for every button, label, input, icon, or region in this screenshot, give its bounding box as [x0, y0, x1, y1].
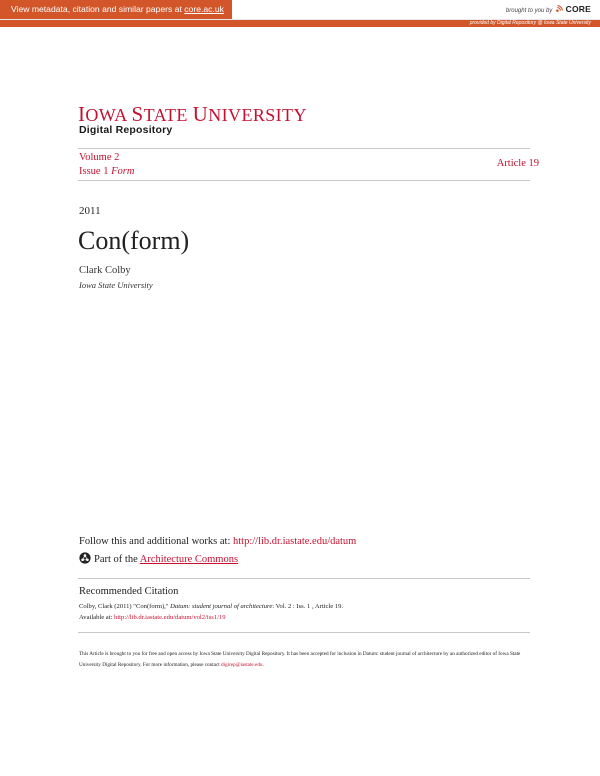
citation-available-line	[79, 614, 226, 621]
follow-line	[79, 536, 356, 547]
divider-top	[78, 148, 530, 149]
publication-year: 2011	[79, 205, 101, 217]
logo-letter-s: S	[131, 102, 144, 126]
paper-title: Con(form)	[78, 226, 190, 255]
core-banner-top	[0, 0, 600, 20]
logo-letter-i: I	[78, 102, 86, 126]
issue-label: Issue 1	[79, 166, 109, 177]
logo-word-tate: TATE	[143, 105, 188, 125]
citation-journal: Datum: student journal of architecture	[170, 603, 273, 610]
contact-email-link[interactable]: digirep@iastate.edu	[221, 662, 263, 668]
brought-by-text: brought to you by	[505, 8, 553, 14]
volume-link[interactable]: Volume 2	[79, 152, 120, 163]
follow-text: Follow this and additional works at:	[79, 536, 231, 547]
part-of-text: Part of the	[94, 554, 138, 565]
part-of-line	[79, 552, 238, 565]
divider-journal	[78, 180, 530, 181]
issue-name: Form	[111, 166, 135, 177]
architecture-commons-link[interactable]: Architecture Commons	[139, 554, 239, 565]
provided-by: provided by Digital Repository @ Iowa State University	[469, 20, 591, 26]
access-notice	[79, 649, 529, 671]
citation-prefix: Colby, Clark (2011) "Con(form),"	[79, 603, 169, 610]
core-logo-text[interactable]: CORE	[565, 4, 591, 14]
available-at-text: Available at:	[79, 614, 113, 621]
logo-word-niversity: NIVERSITY	[208, 105, 307, 125]
logo-letter-u: U	[192, 102, 209, 126]
author-affiliation: Iowa State University	[79, 280, 153, 290]
issue-link[interactable]	[79, 165, 134, 179]
citation-url-link[interactable]: http://lib.dr.iastate.edu/datum/vol2/iss1/19	[114, 614, 226, 621]
article-link[interactable]: Article 19	[496, 158, 539, 169]
citation-suffix: : Vol. 2 : Iss. 1 , Article 19.	[272, 603, 344, 610]
core-link-domain: core.ac.uk	[184, 4, 224, 14]
author-name: Clark Colby	[79, 265, 131, 276]
follow-url-link[interactable]: http://lib.dr.iastate.edu/datum	[233, 536, 357, 547]
divider-notice	[78, 632, 530, 633]
brought-to-you-by	[506, 2, 591, 18]
core-logo-icon	[555, 5, 563, 13]
core-link-prefix: View metadata, citation and similar papers at	[11, 4, 185, 14]
logo-word-owa: OWA	[85, 105, 127, 125]
notice-suffix: .	[262, 662, 264, 668]
university-logo[interactable]	[78, 104, 307, 125]
core-banner	[0, 0, 600, 27]
divider-citation	[78, 578, 530, 579]
recommended-citation-heading: Recommended Citation	[79, 586, 179, 597]
notice-text: This Article is brought to you for free and open access by Iowa State University Digital Repository. It has been accepted for inclusion in Datum: student journal of architecture by an authorized editor of Iowa State University Digital Repository. For more information, please contact	[79, 651, 521, 668]
network-icon	[79, 552, 91, 564]
core-banner-bottom	[0, 20, 600, 27]
digital-repository-label: Digital Repository	[79, 124, 173, 136]
citation-line	[79, 603, 343, 610]
core-metadata-link[interactable]	[0, 0, 232, 19]
